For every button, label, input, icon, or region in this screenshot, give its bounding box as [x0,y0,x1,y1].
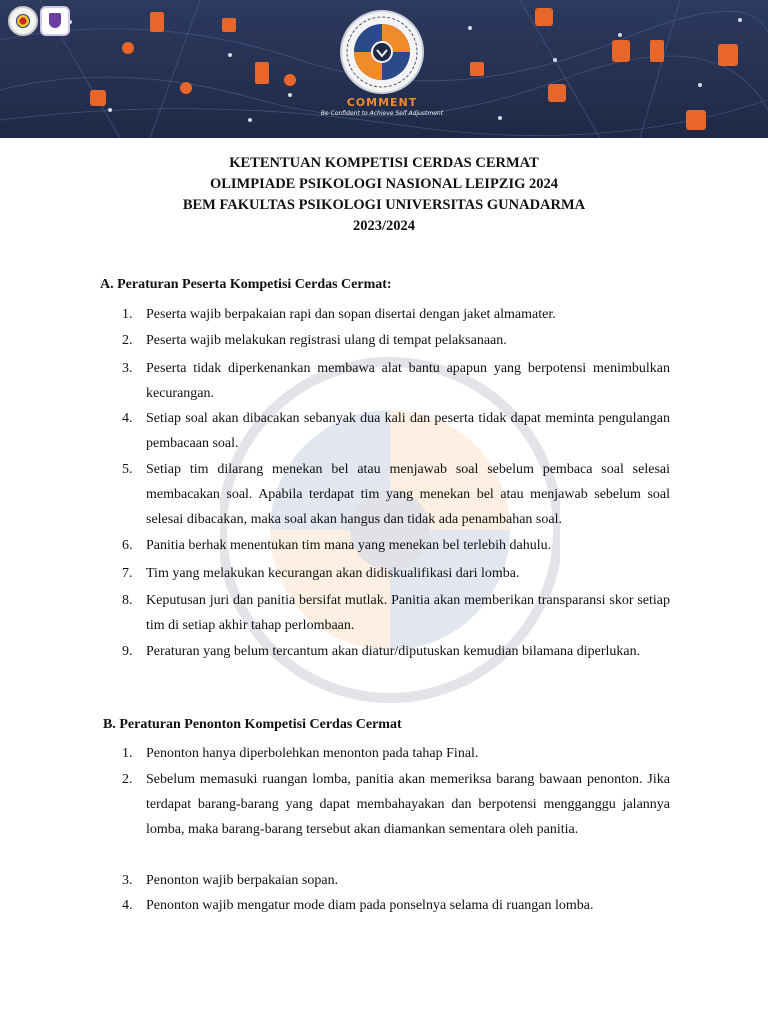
university-logo [8,6,38,36]
walking-figure-icon [180,82,192,94]
list-item-number: 3. [122,873,133,888]
screen-icon [535,8,553,26]
list-item-text: Keputusan juri dan panitia bersifat mutlak. Panitia akan memberikan transparansi skor setiap tim di setiap akhir tahap perlombaan. [146,593,670,633]
cart-icon [222,18,236,32]
list-item [122,561,670,586]
list-item-number: 2. [122,333,133,348]
list-item-text: Setiap tim dilarang menekan bel atau menjawab soal sebelum pembaca soal selesai membacakan soal. Apabila terdapat tim yang menekan bel atau menjawab sebelum soal selesai dibacakan, maka soal akan hangus dan tidak ada penambahan soal. [146,462,670,527]
list-item [122,533,670,558]
list-item-number: 7. [122,566,133,581]
list-item [122,893,670,918]
list-item-text: Penonton wajib berpakaian sopan. [146,873,339,888]
list-item [122,767,670,842]
list-item [122,741,670,766]
presenter-icon [718,44,738,66]
list-item-number: 5. [122,462,133,477]
list-item [122,588,670,638]
group-icon [470,62,484,76]
list-item-number: 8. [122,593,133,608]
door-icon [255,62,269,84]
comment-emblem-logo [340,10,424,94]
list-item-number: 2. [122,772,133,787]
list-item [122,457,670,532]
list-item-text: Panitia berhak menentukan tim mana yang menekan bel terlebih dahulu. [146,538,552,553]
brand-tagline: Be Confident to Achieve Self Adjustment [320,110,444,117]
document-title-line-4: 2023/2024 [352,218,416,234]
list-item-number: 3. [122,361,133,376]
list-item [122,868,670,893]
list-item-text: Peserta wajib melakukan registrasi ulang di tempat pelaksanaan. [146,333,507,348]
list-item-number: 9. [122,644,133,659]
list-item [122,639,676,664]
monitor-icon [686,110,706,130]
list-item [122,406,670,456]
list-item [122,356,670,406]
list-item-text: Penonton wajib mengatur mode diam pada ponselnya selama di ruangan lomba. [146,898,594,913]
list-item-number: 4. [122,411,133,426]
sign-icon [150,12,164,32]
list-item-number: 1. [122,746,133,761]
chat-icon [548,84,566,102]
person-icon [122,42,134,54]
document-title-line-1: KETENTUAN KOMPETISI CERDAS CERMAT [229,155,539,171]
list-item-number: 1. [122,307,133,322]
clipboard-icon [612,40,630,62]
reading-figure-icon [90,90,106,106]
list-item-text: Peserta wajib berpakaian rapi dan sopan disertai dengan jaket almamater. [146,307,556,322]
list-item-text: Peraturan yang belum tercantum akan diatur/diputuskan kemudian bilamana diperlukan. [146,644,641,659]
list-item-number: 6. [122,538,133,553]
document-title-line-3: BEM FAKULTAS PSIKOLOGI UNIVERSITAS GUNADARMA [182,197,586,213]
list-item-text: Peserta tidak diperkenankan membawa alat bantu apapun yang berpotensi menimbulkan kecurangan. [146,361,670,401]
list-item [122,328,670,353]
header-banner [0,0,768,138]
list-item-text: Setiap soal akan dibacakan sebanyak dua kali dan peserta tidak dapat meminta pengulangan pembacaan soal. [146,411,670,451]
section-b-heading: B. Peraturan Penonton Kompetisi Cerdas Cermat [103,717,402,732]
list-item-text: Sebelum memasuki ruangan lomba, panitia akan memeriksa barang bawaan penonton. Jika terdapat barang-barang yang dapat membahayakan dan berpotensi mengganggu jalannya lomba, maka barang-barang tersebut akan diamankan sementara oleh panitia. [146,772,670,837]
document-title-line-2: OLIMPIADE PSIKOLOGI NASIONAL LEIPZIG 2024 [209,176,559,192]
list-item-text: Penonton hanya diperbolehkan menonton pada tahap Final. [146,746,479,761]
list-item-text: Tim yang melakukan kecurangan akan didiskualifikasi dari lomba. [146,566,520,581]
runner-icon [284,74,296,86]
list-item [122,302,670,327]
phone-icon [650,40,664,62]
faculty-logo [40,6,70,36]
brand-name: COMMENT [346,96,418,109]
section-a-heading: A. Peraturan Peserta Kompetisi Cerdas Cermat: [100,277,392,292]
list-item-number: 4. [122,898,133,913]
